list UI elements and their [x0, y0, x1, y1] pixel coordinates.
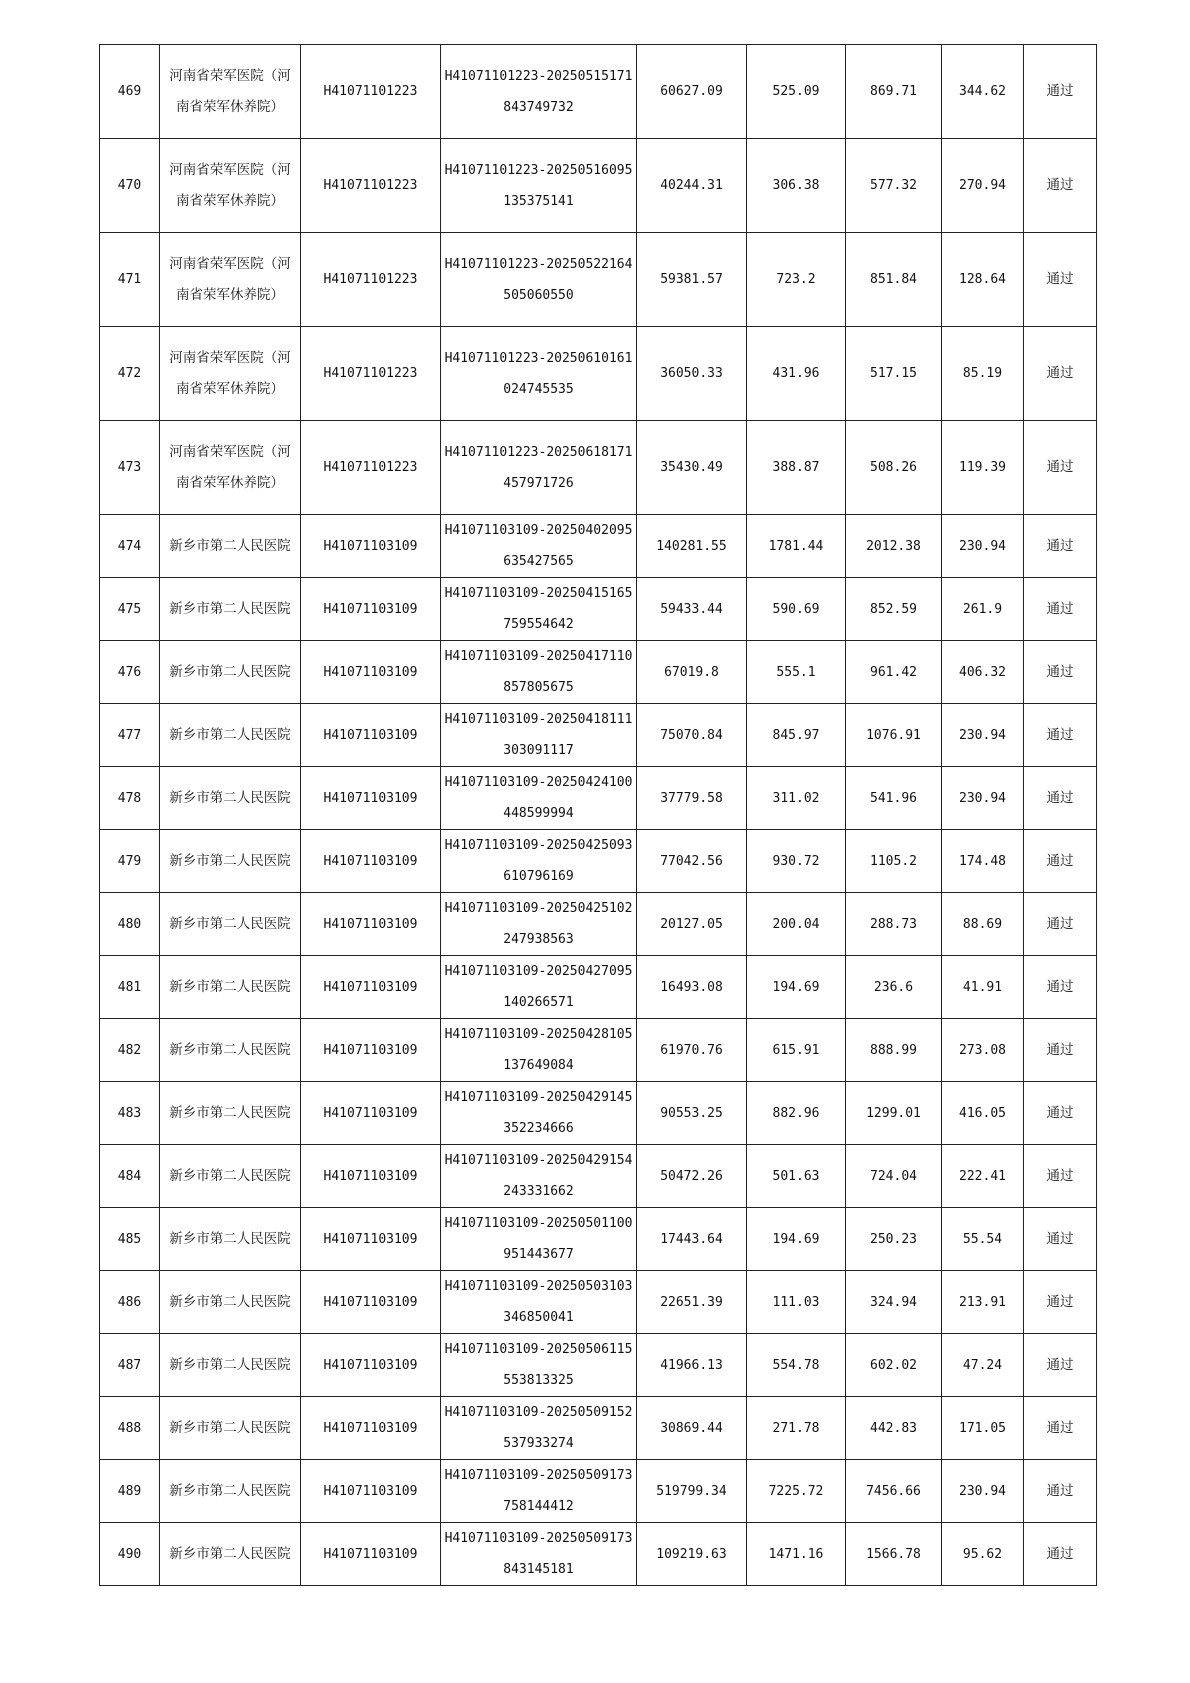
institution-name: 新乡市第二人民医院 — [160, 830, 301, 893]
institution-code: H41071101223 — [301, 233, 441, 327]
total-amount: 140281.55 — [637, 515, 747, 578]
total-amount: 17443.64 — [637, 1208, 747, 1271]
value-2: 888.99 — [846, 1019, 942, 1082]
institution-name: 新乡市第二人民医院 — [160, 956, 301, 1019]
table-row — [100, 421, 1097, 515]
value-2: 1105.2 — [846, 830, 942, 893]
table-row — [100, 1082, 1097, 1145]
value-2: 961.42 — [846, 641, 942, 704]
institution-name: 新乡市第二人民医院 — [160, 1334, 301, 1397]
value-1: 615.91 — [747, 1019, 846, 1082]
total-amount: 40244.31 — [637, 139, 747, 233]
row-index: 480 — [100, 893, 160, 956]
difference: 416.05 — [942, 1082, 1024, 1145]
table-row — [100, 1460, 1097, 1523]
institution-code: H41071101223 — [301, 139, 441, 233]
difference: 47.24 — [942, 1334, 1024, 1397]
row-index: 490 — [100, 1523, 160, 1586]
settlement-id: H41071103109-20250418111303091117 — [441, 704, 637, 767]
value-2: 1566.78 — [846, 1523, 942, 1586]
value-1: 271.78 — [747, 1397, 846, 1460]
institution-code: H41071103109 — [301, 515, 441, 578]
total-amount: 519799.34 — [637, 1460, 747, 1523]
settlement-id: H41071101223-20250516095135375141 — [441, 139, 637, 233]
institution-name: 新乡市第二人民医院 — [160, 641, 301, 704]
institution-name: 河南省荣军医院（河南省荣军休养院） — [160, 421, 301, 515]
total-amount: 59381.57 — [637, 233, 747, 327]
value-1: 590.69 — [747, 578, 846, 641]
review-result: 通过 — [1024, 893, 1097, 956]
row-index: 486 — [100, 1271, 160, 1334]
difference: 95.62 — [942, 1523, 1024, 1586]
row-index: 477 — [100, 704, 160, 767]
review-result: 通过 — [1024, 1334, 1097, 1397]
row-index: 479 — [100, 830, 160, 893]
institution-name: 河南省荣军医院（河南省荣军休养院） — [160, 139, 301, 233]
review-result: 通过 — [1024, 1523, 1097, 1586]
institution-code: H41071103109 — [301, 1271, 441, 1334]
institution-name: 新乡市第二人民医院 — [160, 1271, 301, 1334]
value-2: 517.15 — [846, 327, 942, 421]
review-result: 通过 — [1024, 327, 1097, 421]
total-amount: 50472.26 — [637, 1145, 747, 1208]
institution-name: 新乡市第二人民医院 — [160, 578, 301, 641]
institution-code: H41071103109 — [301, 1397, 441, 1460]
difference: 119.39 — [942, 421, 1024, 515]
total-amount: 75070.84 — [637, 704, 747, 767]
table-row — [100, 956, 1097, 1019]
table-row — [100, 1208, 1097, 1271]
table-row — [100, 830, 1097, 893]
value-1: 555.1 — [747, 641, 846, 704]
table-row — [100, 767, 1097, 830]
row-index: 487 — [100, 1334, 160, 1397]
value-2: 442.83 — [846, 1397, 942, 1460]
table-row — [100, 45, 1097, 139]
difference: 344.62 — [942, 45, 1024, 139]
review-result: 通过 — [1024, 767, 1097, 830]
review-result: 通过 — [1024, 1145, 1097, 1208]
difference: 213.91 — [942, 1271, 1024, 1334]
settlement-id: H41071103109-20250509173843145181 — [441, 1523, 637, 1586]
total-amount: 59433.44 — [637, 578, 747, 641]
review-result: 通过 — [1024, 139, 1097, 233]
row-index: 478 — [100, 767, 160, 830]
value-2: 2012.38 — [846, 515, 942, 578]
table-row — [100, 641, 1097, 704]
institution-name: 新乡市第二人民医院 — [160, 1208, 301, 1271]
review-result: 通过 — [1024, 1082, 1097, 1145]
total-amount: 67019.8 — [637, 641, 747, 704]
value-1: 306.38 — [747, 139, 846, 233]
table-row — [100, 1523, 1097, 1586]
settlement-id: H41071101223-20250618171457971726 — [441, 421, 637, 515]
difference: 230.94 — [942, 704, 1024, 767]
row-index: 476 — [100, 641, 160, 704]
total-amount: 22651.39 — [637, 1271, 747, 1334]
settlement-id: H41071103109-20250509173758144412 — [441, 1460, 637, 1523]
difference: 406.32 — [942, 641, 1024, 704]
institution-code: H41071103109 — [301, 893, 441, 956]
value-1: 845.97 — [747, 704, 846, 767]
value-1: 501.63 — [747, 1145, 846, 1208]
table-row — [100, 1019, 1097, 1082]
institution-name: 新乡市第二人民医院 — [160, 1460, 301, 1523]
row-index: 483 — [100, 1082, 160, 1145]
settlement-id: H41071103109-20250429154243331662 — [441, 1145, 637, 1208]
institution-name: 新乡市第二人民医院 — [160, 1019, 301, 1082]
institution-code: H41071103109 — [301, 1208, 441, 1271]
institution-code: H41071103109 — [301, 1523, 441, 1586]
row-index: 482 — [100, 1019, 160, 1082]
institution-code: H41071103109 — [301, 704, 441, 767]
total-amount: 61970.76 — [637, 1019, 747, 1082]
difference: 270.94 — [942, 139, 1024, 233]
total-amount: 60627.09 — [637, 45, 747, 139]
row-index: 471 — [100, 233, 160, 327]
value-1: 1471.16 — [747, 1523, 846, 1586]
value-2: 541.96 — [846, 767, 942, 830]
difference: 261.9 — [942, 578, 1024, 641]
value-1: 311.02 — [747, 767, 846, 830]
total-amount: 90553.25 — [637, 1082, 747, 1145]
difference: 88.69 — [942, 893, 1024, 956]
table-row — [100, 233, 1097, 327]
row-index: 484 — [100, 1145, 160, 1208]
value-2: 1299.01 — [846, 1082, 942, 1145]
value-1: 194.69 — [747, 956, 846, 1019]
institution-code: H41071103109 — [301, 1145, 441, 1208]
difference: 230.94 — [942, 767, 1024, 830]
value-1: 882.96 — [747, 1082, 846, 1145]
settlement-id: H41071103109-20250417110857805675 — [441, 641, 637, 704]
institution-name: 新乡市第二人民医院 — [160, 515, 301, 578]
value-2: 324.94 — [846, 1271, 942, 1334]
value-1: 723.2 — [747, 233, 846, 327]
value-1: 431.96 — [747, 327, 846, 421]
total-amount: 16493.08 — [637, 956, 747, 1019]
institution-code: H41071103109 — [301, 641, 441, 704]
review-result: 通过 — [1024, 1271, 1097, 1334]
settlement-id: H41071103109-20250424100448599994 — [441, 767, 637, 830]
settlement-id: H41071103109-20250425102247938563 — [441, 893, 637, 956]
institution-code: H41071101223 — [301, 421, 441, 515]
row-index: 472 — [100, 327, 160, 421]
institution-name: 新乡市第二人民医院 — [160, 1145, 301, 1208]
value-1: 7225.72 — [747, 1460, 846, 1523]
table-row — [100, 139, 1097, 233]
value-2: 236.6 — [846, 956, 942, 1019]
review-result: 通过 — [1024, 515, 1097, 578]
value-2: 851.84 — [846, 233, 942, 327]
row-index: 485 — [100, 1208, 160, 1271]
row-index: 489 — [100, 1460, 160, 1523]
table-row — [100, 1334, 1097, 1397]
row-index: 469 — [100, 45, 160, 139]
settlement-id: H41071103109-20250428105137649084 — [441, 1019, 637, 1082]
total-amount: 41966.13 — [637, 1334, 747, 1397]
review-result: 通过 — [1024, 704, 1097, 767]
review-result: 通过 — [1024, 233, 1097, 327]
review-result: 通过 — [1024, 1397, 1097, 1460]
value-1: 525.09 — [747, 45, 846, 139]
row-index: 488 — [100, 1397, 160, 1460]
difference: 41.91 — [942, 956, 1024, 1019]
settlement-id: H41071103109-20250503103346850041 — [441, 1271, 637, 1334]
institution-name: 河南省荣军医院（河南省荣军休养院） — [160, 327, 301, 421]
institution-code: H41071101223 — [301, 45, 441, 139]
table-row — [100, 893, 1097, 956]
settlement-id: H41071103109-20250425093610796169 — [441, 830, 637, 893]
difference: 230.94 — [942, 1460, 1024, 1523]
table-row — [100, 327, 1097, 421]
institution-name: 新乡市第二人民医院 — [160, 767, 301, 830]
value-2: 577.32 — [846, 139, 942, 233]
institution-code: H41071103109 — [301, 767, 441, 830]
total-amount: 30869.44 — [637, 1397, 747, 1460]
institution-code: H41071103109 — [301, 1460, 441, 1523]
total-amount: 36050.33 — [637, 327, 747, 421]
row-index: 470 — [100, 139, 160, 233]
settlement-id: H41071103109-20250427095140266571 — [441, 956, 637, 1019]
difference: 85.19 — [942, 327, 1024, 421]
institution-code: H41071103109 — [301, 1019, 441, 1082]
value-1: 554.78 — [747, 1334, 846, 1397]
settlement-id: H41071101223-20250515171843749732 — [441, 45, 637, 139]
institution-name: 河南省荣军医院（河南省荣军休养院） — [160, 233, 301, 327]
institution-name: 新乡市第二人民医院 — [160, 1082, 301, 1145]
value-1: 111.03 — [747, 1271, 846, 1334]
value-2: 7456.66 — [846, 1460, 942, 1523]
value-1: 194.69 — [747, 1208, 846, 1271]
institution-name: 新乡市第二人民医院 — [160, 1397, 301, 1460]
value-2: 869.71 — [846, 45, 942, 139]
value-2: 602.02 — [846, 1334, 942, 1397]
table-row — [100, 1145, 1097, 1208]
settlement-id: H41071103109-20250501100951443677 — [441, 1208, 637, 1271]
value-2: 250.23 — [846, 1208, 942, 1271]
settlement-id: H41071103109-20250506115553813325 — [441, 1334, 637, 1397]
table-row — [100, 578, 1097, 641]
difference: 273.08 — [942, 1019, 1024, 1082]
table-row — [100, 704, 1097, 767]
institution-code: H41071103109 — [301, 1082, 441, 1145]
row-index: 474 — [100, 515, 160, 578]
settlement-id: H41071101223-20250522164505060550 — [441, 233, 637, 327]
review-result: 通过 — [1024, 1208, 1097, 1271]
institution-code: H41071101223 — [301, 327, 441, 421]
institution-code: H41071103109 — [301, 578, 441, 641]
total-amount: 77042.56 — [637, 830, 747, 893]
institution-name: 新乡市第二人民医院 — [160, 893, 301, 956]
institution-code: H41071103109 — [301, 956, 441, 1019]
review-result: 通过 — [1024, 641, 1097, 704]
value-2: 724.04 — [846, 1145, 942, 1208]
value-1: 388.87 — [747, 421, 846, 515]
institution-code: H41071103109 — [301, 830, 441, 893]
value-2: 852.59 — [846, 578, 942, 641]
value-1: 200.04 — [747, 893, 846, 956]
review-result: 通过 — [1024, 830, 1097, 893]
row-index: 473 — [100, 421, 160, 515]
review-result: 通过 — [1024, 1019, 1097, 1082]
settlement-id: H41071103109-20250415165759554642 — [441, 578, 637, 641]
difference: 171.05 — [942, 1397, 1024, 1460]
row-index: 475 — [100, 578, 160, 641]
settlement-table — [99, 44, 1097, 1586]
institution-name: 新乡市第二人民医院 — [160, 1523, 301, 1586]
table-row — [100, 515, 1097, 578]
settlement-id: H41071101223-20250610161024745535 — [441, 327, 637, 421]
value-1: 1781.44 — [747, 515, 846, 578]
review-result: 通过 — [1024, 421, 1097, 515]
institution-code: H41071103109 — [301, 1334, 441, 1397]
table-row — [100, 1271, 1097, 1334]
institution-name: 新乡市第二人民医院 — [160, 704, 301, 767]
total-amount: 109219.63 — [637, 1523, 747, 1586]
table-row — [100, 1397, 1097, 1460]
settlement-id: H41071103109-20250509152537933274 — [441, 1397, 637, 1460]
difference: 128.64 — [942, 233, 1024, 327]
value-2: 508.26 — [846, 421, 942, 515]
review-result: 通过 — [1024, 578, 1097, 641]
difference: 222.41 — [942, 1145, 1024, 1208]
difference: 230.94 — [942, 515, 1024, 578]
value-2: 288.73 — [846, 893, 942, 956]
review-result: 通过 — [1024, 45, 1097, 139]
row-index: 481 — [100, 956, 160, 1019]
review-result: 通过 — [1024, 1460, 1097, 1523]
settlement-id: H41071103109-20250429145352234666 — [441, 1082, 637, 1145]
settlement-id: H41071103109-20250402095635427565 — [441, 515, 637, 578]
total-amount: 35430.49 — [637, 421, 747, 515]
value-1: 930.72 — [747, 830, 846, 893]
total-amount: 37779.58 — [637, 767, 747, 830]
difference: 174.48 — [942, 830, 1024, 893]
value-2: 1076.91 — [846, 704, 942, 767]
institution-name: 河南省荣军医院（河南省荣军休养院） — [160, 45, 301, 139]
review-result: 通过 — [1024, 956, 1097, 1019]
difference: 55.54 — [942, 1208, 1024, 1271]
total-amount: 20127.05 — [637, 893, 747, 956]
